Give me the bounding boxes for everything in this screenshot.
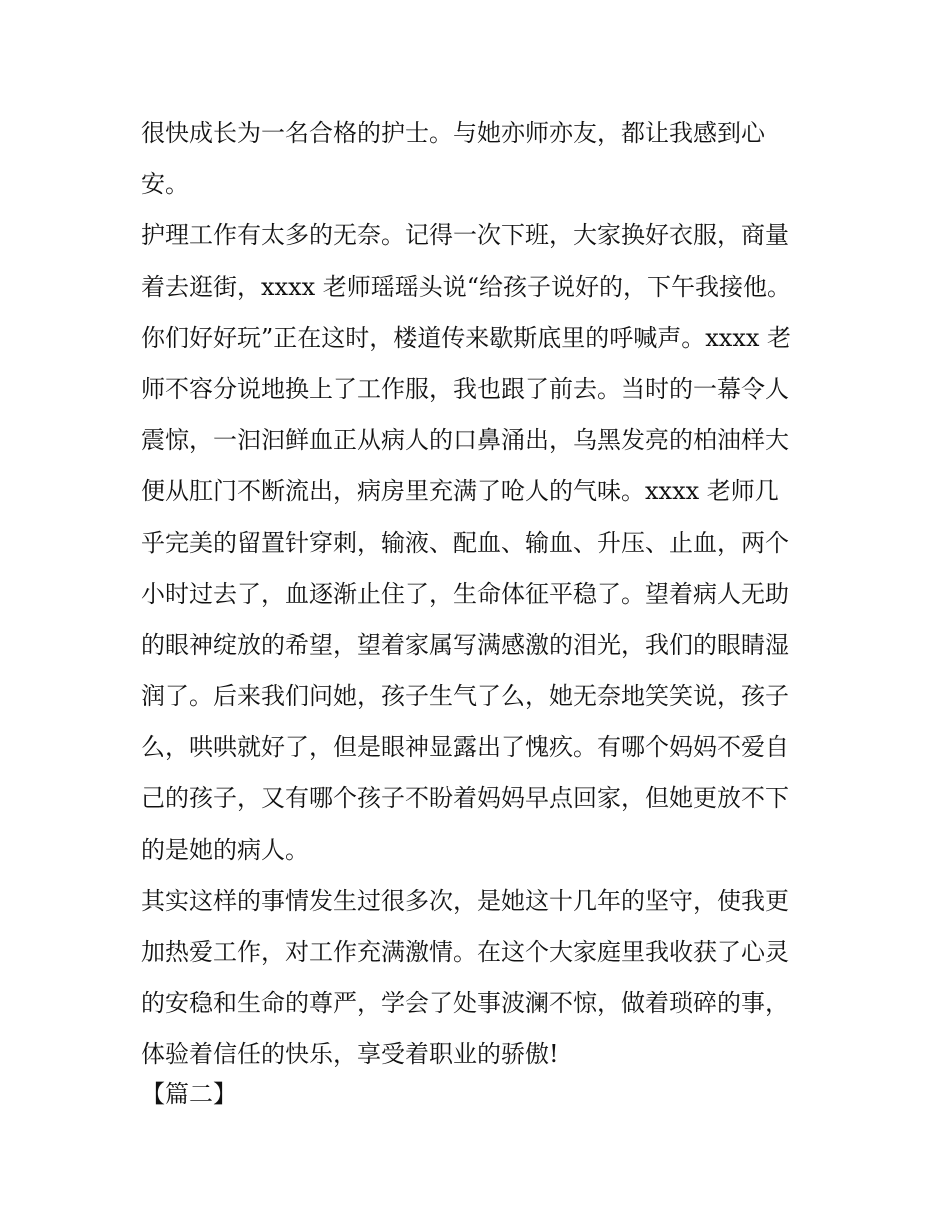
text-line: 很快成长为一名合格的护士。与她亦师亦友，都让我感到心 — [141, 119, 765, 147]
text-line: 乎完美的留置针穿刺，输液、配血、输血、升压、止血，两个 — [141, 528, 789, 557]
text-line: 己的孩子，又有哪个孩子不盼着妈妈早点回家，但她更放不下 — [141, 784, 789, 813]
text-line: 的是她的病人。 — [141, 835, 309, 864]
text-line: 便从肛门不断流出，病房里充满了呛人的气味。xxxx 老师几 — [141, 477, 779, 506]
body-text — [141, 108, 821, 1081]
text-line: 震惊，一汩汩鲜血正从病人的口鼻涌出，乌黑发亮的柏油样大 — [141, 426, 789, 455]
section-heading: 【篇二】 — [141, 1080, 237, 1108]
text-line: 着去逛街，xxxx 老师瑶瑶头说“给孩子说好的，下午我接他。 — [141, 272, 792, 301]
text-line: 师不容分说地换上了工作服，我也跟了前去。当时的一幕令人 — [141, 374, 789, 403]
text-line: 加热爱工作，对工作充满激情。在这个大家庭里我收获了心灵 — [141, 938, 789, 966]
text-line: 护理工作有太多的无奈。记得一次下班，大家换好衣服，商量 — [141, 221, 789, 250]
text-line: 小时过去了，血逐渐止住了，生命体征平稳了。望着病人无助 — [141, 579, 789, 608]
text-line: 的安稳和生命的尊严，学会了处事波澜不惊，做着琐碎的事， — [141, 989, 789, 1018]
text-line: 么，哄哄就好了，但是眼神显露出了愧疚。有哪个妈妈不爱自 — [141, 733, 789, 762]
text-line: 安。 — [141, 170, 189, 199]
text-line: 其实这样的事情发生过很多次，是她这十几年的坚守，使我更 — [141, 886, 789, 915]
text-line: 的眼神绽放的希望，望着家属写满感激的泪光，我们的眼睛湿 — [141, 630, 789, 659]
text-line: 你们好好玩”正在这时，楼道传来歇斯底里的呼喊声。xxxx 老 — [141, 323, 792, 352]
text-line: 润了。后来我们问她，孩子生气了么，她无奈地笑笑说，孩子 — [141, 682, 789, 711]
text-line: 体验着信任的快乐，享受着职业的骄傲! — [141, 1040, 559, 1069]
